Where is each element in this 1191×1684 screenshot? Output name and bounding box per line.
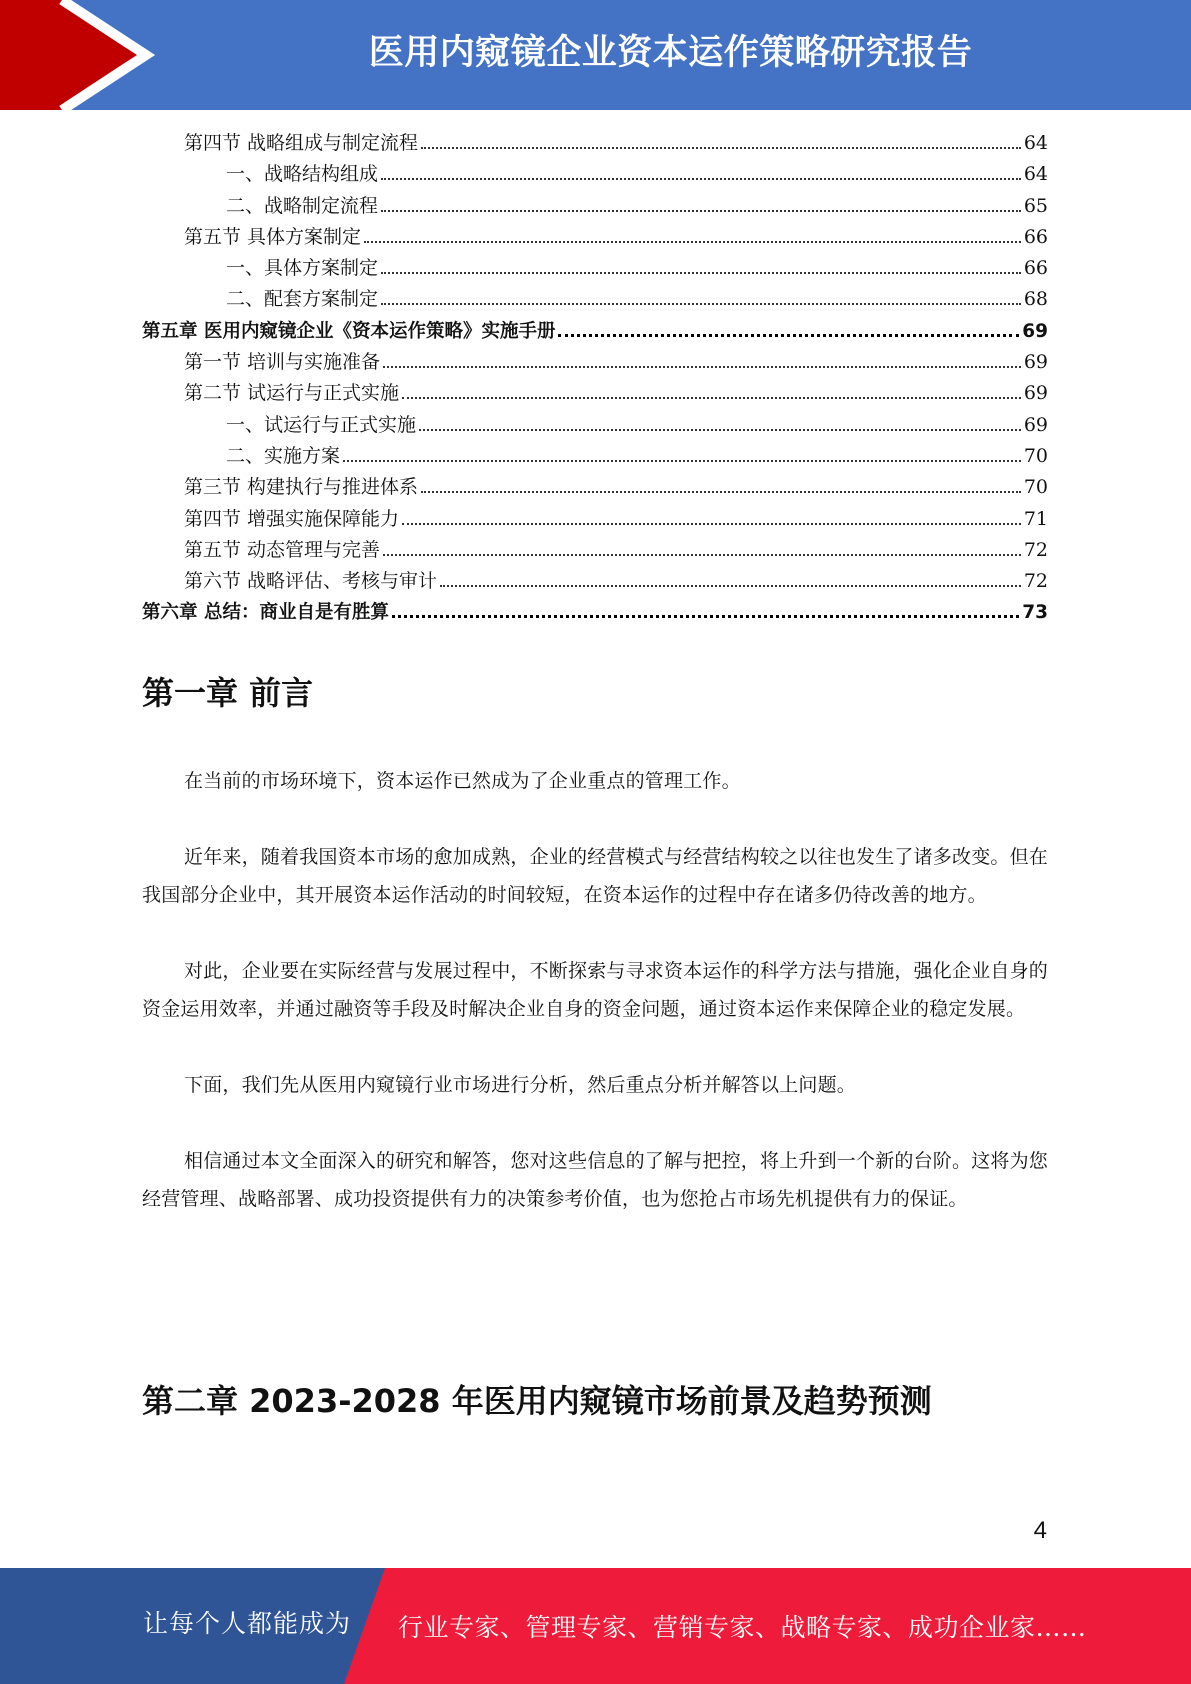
toc-entry[interactable] <box>142 504 1048 535</box>
toc-entry-title: 二、实施方案 <box>226 444 341 467</box>
toc-dot-leader <box>383 366 1021 368</box>
toc-entry-title: 二、配套方案制定 <box>226 288 379 311</box>
toc-dot-leader <box>421 147 1021 149</box>
toc-dot-leader <box>419 429 1021 431</box>
toc-dot-leader <box>402 523 1021 525</box>
toc-entry-page: 72 <box>1023 538 1048 561</box>
toc-entry-page: 66 <box>1023 225 1048 248</box>
header-banner <box>0 0 1191 110</box>
toc-entry[interactable] <box>142 253 1048 284</box>
toc-entry-title: 第四节 增强实施保障能力 <box>184 507 400 530</box>
toc-entry-title: 第五节 动态管理与完善 <box>184 538 381 561</box>
footer-banner <box>0 1568 1191 1684</box>
table-of-contents <box>142 128 1048 629</box>
toc-dot-leader <box>392 615 1019 618</box>
toc-dot-leader <box>440 585 1021 587</box>
paragraph: 对此，企业要在实际经营与发展过程中，不断探索与寻求资本运作的科学方法与措施，强化企业自身的资金运用效率，并通过融资等手段及时解决企业自身的资金问题，通过资本运作来保障企业的稳定发展。 <box>142 960 1049 1020</box>
toc-entry-title: 一、试运行与正式实施 <box>226 413 417 436</box>
toc-entry-page: 69 <box>1023 413 1048 436</box>
toc-entry[interactable] <box>142 284 1048 315</box>
toc-dot-leader <box>558 334 1019 337</box>
toc-dot-leader <box>364 241 1021 243</box>
paragraph: 下面，我们先从医用内窥镜行业市场进行分析，然后重点分析并解答以上问题。 <box>184 1074 857 1096</box>
footer-slogan-left: 让每个人都能成为 <box>143 1609 352 1638</box>
report-title: 医用内窥镜企业资本运作策略研究报告 <box>368 33 973 73</box>
toc-entry-page: 69 <box>1022 320 1048 342</box>
toc-entry-page: 72 <box>1023 570 1048 593</box>
toc-entry-page: 66 <box>1023 257 1048 280</box>
toc-entry[interactable] <box>142 535 1048 566</box>
toc-entry[interactable] <box>142 347 1048 378</box>
paragraph: 在当前的市场环境下，资本运作已然成为了企业重点的管理工作。 <box>184 770 741 792</box>
toc-entry-page: 69 <box>1023 382 1048 405</box>
toc-entry-page: 70 <box>1023 444 1048 467</box>
toc-dot-leader <box>421 491 1021 493</box>
toc-dot-leader <box>381 178 1021 180</box>
toc-entry[interactable] <box>142 378 1048 409</box>
toc-dot-leader <box>383 554 1021 556</box>
chapter-1-body <box>142 762 1048 1256</box>
toc-entry-page: 64 <box>1023 163 1048 186</box>
toc-entry-title: 第三节 构建执行与推进体系 <box>184 476 419 499</box>
page-number: 4 <box>1033 1517 1047 1544</box>
toc-entry-title: 第二节 试运行与正式实施 <box>184 382 400 405</box>
toc-entry-page: 68 <box>1023 288 1048 311</box>
toc-entry[interactable] <box>142 472 1048 503</box>
toc-entry-title: 第六节 战略评估、考核与审计 <box>184 570 438 593</box>
toc-entry-page: 70 <box>1023 476 1048 499</box>
toc-entry-title: 第四节 战略组成与制定流程 <box>184 132 419 154</box>
toc-entry-page: 65 <box>1023 194 1048 217</box>
toc-dot-leader <box>381 210 1021 212</box>
footer-slogan-right: 行业专家、管理专家、营销专家、战略专家、成功企业家…… <box>398 1613 1087 1642</box>
toc-entry[interactable] <box>142 128 1048 159</box>
chapter-2-heading: 第二章 2023-2028 年医用内窥镜市场前景及趋势预测 <box>142 1382 932 1420</box>
toc-entry-page: 71 <box>1023 507 1048 530</box>
toc-entry-page: 69 <box>1023 351 1048 374</box>
toc-entry[interactable] <box>142 316 1048 347</box>
toc-entry-title: 二、战略制定流程 <box>226 194 379 217</box>
toc-entry-title: 第一节 培训与实施准备 <box>184 351 381 374</box>
chapter-1-heading: 第一章 前言 <box>142 674 314 712</box>
toc-entry-title: 第五节 具体方案制定 <box>184 225 362 248</box>
paragraph: 相信通过本文全面深入的研究和解答，您对这些信息的了解与把控，将上升到一个新的台阶。这将为您经营管理、战略部署、成功投资提供有力的决策参考价值，也为您抢占市场先机提供有力的保证。 <box>142 1150 1049 1210</box>
toc-entry[interactable] <box>142 441 1048 472</box>
toc-entry[interactable] <box>142 222 1048 253</box>
toc-entry-page: 64 <box>1023 132 1048 154</box>
toc-dot-leader <box>381 272 1021 274</box>
toc-dot-leader <box>343 460 1021 462</box>
toc-entry-title: 一、战略结构组成 <box>226 163 379 186</box>
toc-entry-page: 73 <box>1022 602 1048 624</box>
toc-dot-leader <box>402 397 1021 399</box>
toc-entry[interactable] <box>142 597 1048 628</box>
toc-dot-leader <box>381 303 1021 305</box>
toc-entry[interactable] <box>142 410 1048 441</box>
toc-entry[interactable] <box>142 159 1048 190</box>
toc-entry[interactable] <box>142 566 1048 597</box>
toc-entry-title: 第五章 医用内窥镜企业《资本运作策略》实施手册 <box>142 320 556 342</box>
toc-entry-title: 第六章 总结：商业自是有胜算 <box>142 602 389 624</box>
toc-entry-title: 一、具体方案制定 <box>226 257 379 280</box>
toc-entry[interactable] <box>142 191 1048 222</box>
paragraph: 近年来，随着我国资本市场的愈加成熟，企业的经营模式与经营结构较之以往也发生了诸多改变。但在我国部分企业中，其开展资本运作活动的时间较短，在资本运作的过程中存在诸多仍待改善的地方。 <box>142 846 1049 906</box>
